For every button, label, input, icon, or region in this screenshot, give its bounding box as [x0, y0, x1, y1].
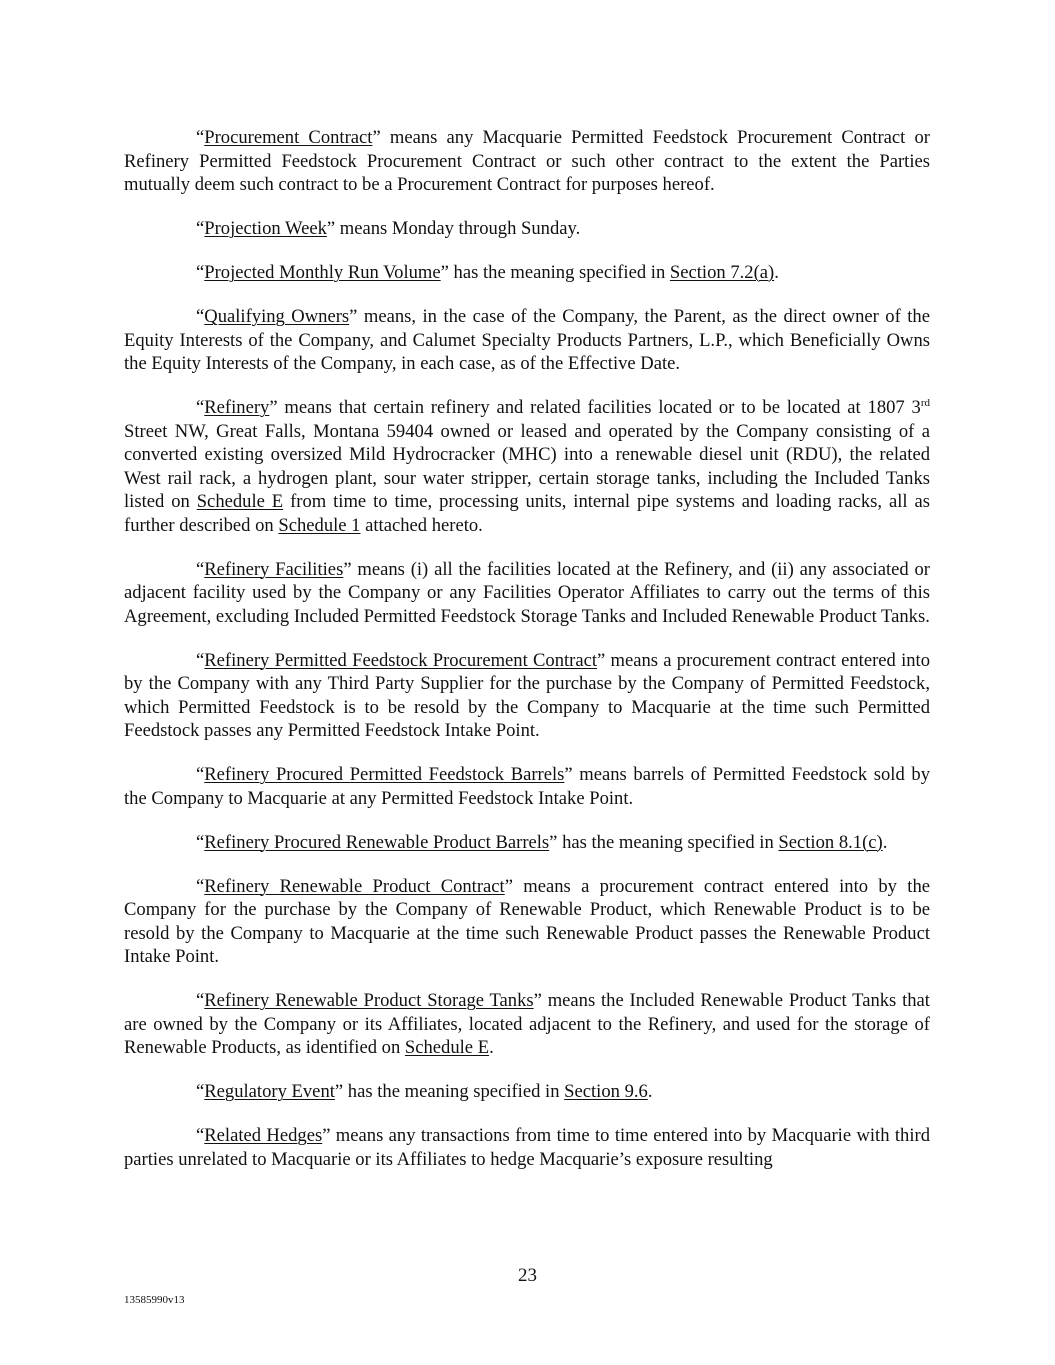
definition-paragraph — [124, 217, 930, 241]
definition-paragraph — [124, 305, 930, 376]
paragraph-text: ” means, in the case of the Company, the Parent, as the direct owner of the Equity Interests of the Company, and Calumet Specialty Products Partners, L.P., which Beneficially Owns the Equity Interests of the Company, in each case, as of the Effective Date. — [124, 306, 930, 374]
paragraph-text: “ — [196, 1125, 205, 1146]
document-body — [124, 126, 930, 1192]
paragraph-text: . — [882, 831, 888, 853]
definition-paragraph — [124, 649, 930, 743]
paragraph-text: ” means the Included Renewable Product Tanks that are owned by the Company or its Affiliates, located adjacent to the Refinery, and used for the storage of Renewable Products, as identified on — [124, 990, 930, 1058]
defined-term-or-reference: Section 7.2(a) — [669, 262, 775, 283]
definition-paragraph — [124, 261, 930, 285]
defined-term-or-reference: Schedule 1 — [278, 514, 361, 536]
paragraph-text: ” means that certain refinery and related facilities located or to be located at 1807 3 — [269, 397, 921, 418]
paragraph-text: . — [647, 1081, 653, 1102]
paragraph-text: ” means any Macquarie Permitted Feedstock Procurement Contract or Refinery Permitted Feedstock Procurement Contract or such other contract to the extent the Parties mutually deem such contract to be a Procurement Contract for purposes hereof. — [124, 127, 930, 195]
page-number: 23 — [518, 1265, 537, 1286]
defined-term-or-reference: Projected Monthly Run Volume — [204, 262, 441, 283]
definition-paragraph — [124, 875, 930, 969]
paragraph-text: ” has the meaning specified in — [549, 831, 779, 853]
paragraph-text: “ — [196, 306, 205, 327]
definition-paragraph — [124, 126, 930, 197]
definition-paragraph — [124, 989, 930, 1060]
defined-term-or-reference: Refinery Renewable Product Storage Tanks — [204, 990, 534, 1011]
definition-paragraph — [124, 831, 930, 855]
superscript: rd — [920, 397, 930, 409]
paragraph-text: “ — [196, 397, 205, 418]
paragraph-text: ” has the meaning specified in — [334, 1081, 565, 1102]
paragraph-text: ” means a procurement contract entered into by the Company for the purchase by the Company of Renewable Product, which Renewable Product is to be resold by the Company to Macquarie at the time such Renewable Product passes the Renewable Product Intake Point. — [124, 875, 930, 967]
paragraph-text: . — [774, 262, 779, 283]
paragraph-text: “ — [196, 262, 205, 283]
defined-term-or-reference: Schedule E — [196, 491, 284, 512]
defined-term-or-reference: Refinery Facilities — [204, 558, 344, 580]
paragraph-text: ” has the meaning specified in — [440, 262, 670, 283]
defined-term-or-reference: Related Hedges — [204, 1125, 323, 1146]
paragraph-text: “ — [196, 875, 205, 897]
paragraph-text: “ — [196, 649, 205, 671]
paragraph-text: ” means (i) all the facilities located at the Refinery, and (ii) any associated or adjacent facility used by the Company or any Facilities Operator Affiliates to carry out the terms of this Agreement, excluding Included Permitted Feedstock Storage Tanks and Included Renewable Product Tanks. — [124, 558, 930, 627]
defined-term-or-reference: Refinery Procured Permitted Feedstock Barrels — [204, 764, 565, 785]
paragraph-text: “ — [196, 218, 205, 239]
defined-term-or-reference: Schedule E — [404, 1037, 490, 1058]
paragraph-text: “ — [196, 558, 205, 580]
paragraph-text: “ — [196, 764, 205, 785]
definition-paragraph — [124, 396, 930, 537]
paragraph-text: . — [489, 1037, 494, 1058]
defined-term-or-reference: Refinery Procured Renewable Product Barrels — [204, 831, 550, 853]
defined-term-or-reference: Refinery Permitted Feedstock Procurement Contract — [204, 649, 598, 671]
defined-term-or-reference: Regulatory Event — [204, 1081, 335, 1102]
defined-term-or-reference: Section 8.1(c) — [778, 831, 883, 853]
paragraph-text: ” means Monday through Sunday. — [326, 218, 581, 239]
paragraph-text: “ — [196, 990, 205, 1011]
defined-term-or-reference: Refinery — [204, 397, 270, 418]
paragraph-text: from time to time, processing units, internal pipe systems and loading racks, all as further described on — [124, 491, 930, 536]
definition-paragraph — [124, 1124, 930, 1171]
paragraph-text: Street NW, Great Falls, Montana 59404 owned or leased and operated by the Company consisting of a converted existing oversized Mild Hydrocracker (MHC) into a renewable diesel unit (RDU), the related West rail rack, a hydrogen plant, sour water stripper, certain storage tanks, including the Included Tanks listed on — [124, 420, 930, 512]
defined-term-or-reference: Qualifying Owners — [204, 306, 350, 327]
defined-term-or-reference: Projection Week — [204, 218, 327, 239]
paragraph-text: “ — [196, 127, 205, 148]
defined-term-or-reference: Section 9.6 — [564, 1081, 648, 1102]
paragraph-text: attached hereto. — [360, 514, 483, 536]
paragraph-text: “ — [196, 831, 205, 853]
paragraph-text: “ — [196, 1081, 205, 1102]
definition-paragraph — [124, 763, 930, 810]
defined-term-or-reference: Procurement Contract — [204, 127, 373, 148]
definition-paragraph — [124, 1080, 930, 1104]
paragraph-text: ” means any transactions from time to time entered into by Macquarie with third parties unrelated to Macquarie or its Affiliates to hedge Macquarie’s exposure resulting — [124, 1125, 930, 1170]
defined-term-or-reference: Refinery Renewable Product Contract — [204, 875, 505, 897]
definition-paragraph — [124, 558, 930, 629]
paragraph-text: ” means a procurement contract entered into by the Company with any Third Party Supplier for the purchase by the Company of Permitted Feedstock, which Permitted Feedstock is to be resold by the Company to Macquarie at the time such Permitted Feedstock passes any Permitted Feedstock Intake Point. — [124, 649, 930, 741]
paragraph-text: ” means barrels of Permitted Feedstock sold by the Company to Macquarie at any Permitted Feedstock Intake Point. — [124, 764, 930, 809]
document-id: 13585990v13 — [124, 1294, 185, 1306]
